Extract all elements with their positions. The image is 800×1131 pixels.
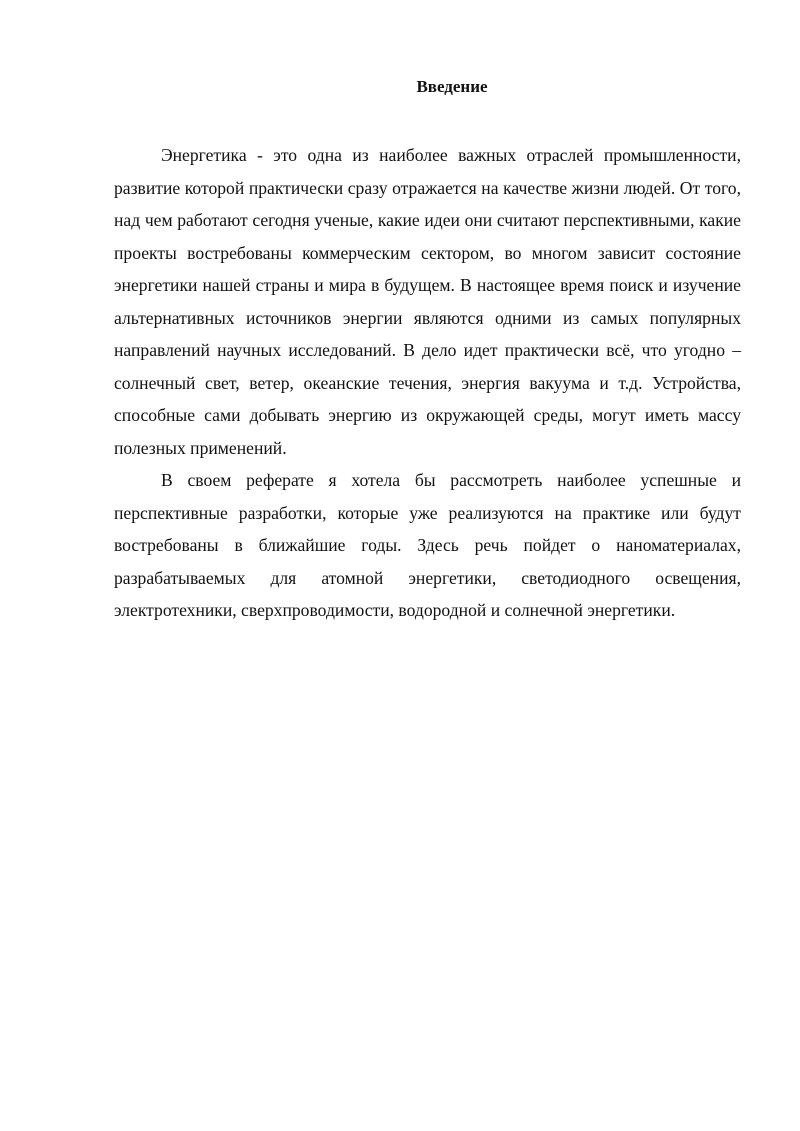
page-title: Введение <box>416 77 488 96</box>
paragraph-1: Энергетика - это одна из наиболее важных отраслей промышленности, развитие которой практически сразу отражается на качестве жизни людей. От того, над чем работают сегодня ученые, какие идеи они считают перспективными, какие проекты востребованы коммерческим сектором, во многом зависит состояние энергетики нашей страны и мира в будущем. В настоящее время поиск и изучение альтернативных источников энергии являются одними из самых популярных направлений научных исследований. В дело идет практически всё, что угодно – солнечный свет, ветер, океанские течения, энергия вакуума и т.д. Устройства, способные сами добывать энергию из окружающей среды, могут иметь массу полезных применений. <box>114 145 741 458</box>
document-body <box>114 139 741 627</box>
paragraph-2: В своем реферате я хотела бы рассмотреть наиболее успешные и перспективные разработки, которые уже реализуются на практике или будут востребованы в ближайшие годы. Здесь речь пойдет о наноматериалах, разрабатываемых для атомной энергетики, светодиодного освещения, электротехники, сверхпроводимости, водородной и солнечной энергетики. <box>114 470 741 620</box>
